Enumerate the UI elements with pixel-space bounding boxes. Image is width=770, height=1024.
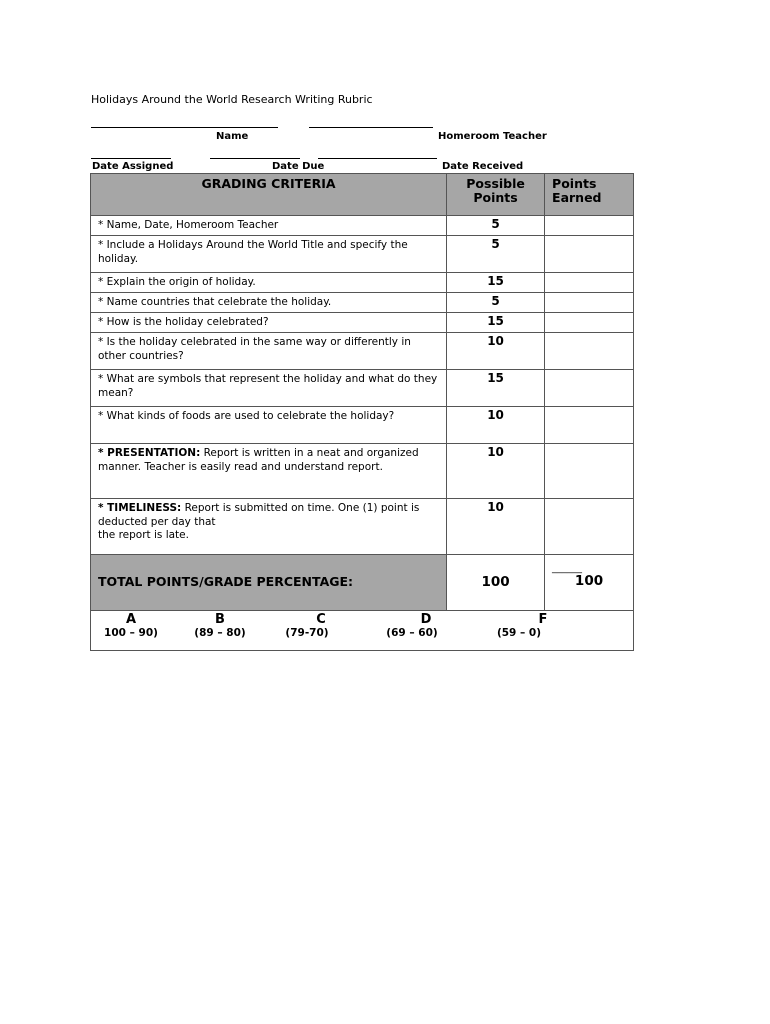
points-earned-cell[interactable]	[545, 216, 634, 236]
document-title: Holidays Around the World Research Writing Rubric	[91, 93, 373, 106]
possible-points-cell: 10	[447, 499, 545, 555]
criteria-text: Report is written in a neat and organized manner. Teacher is easily read and understand report.	[98, 447, 419, 473]
possible-points-cell: 10	[447, 333, 545, 370]
total-label: TOTAL POINTS/GRADE PERCENTAGE:	[98, 574, 354, 590]
table-row	[91, 499, 634, 555]
possible-points-cell: 15	[447, 370, 545, 407]
date-due-label: Date Due	[272, 161, 325, 172]
possible-points-cell: 10	[447, 444, 545, 499]
grade-scale	[91, 611, 633, 650]
grade-letter: F	[538, 612, 548, 627]
points-earned-cell[interactable]	[545, 499, 634, 555]
grade-range: (89 – 80)	[194, 626, 246, 639]
criteria-cell: * Is the holiday celebrated in the same way or differently in other countries?	[91, 333, 447, 370]
points-earned-cell[interactable]	[545, 293, 634, 313]
table-row	[91, 444, 634, 499]
total-earned-cell[interactable]	[545, 555, 634, 611]
table-row	[91, 293, 634, 313]
points-earned-header: Points Earned	[545, 174, 634, 216]
table-row	[91, 273, 634, 293]
criteria-cell: * What are symbols that represent the holiday and what do they mean?	[91, 370, 447, 407]
possible-points-cell: 5	[447, 293, 545, 313]
possible-points-cell: 15	[447, 313, 545, 333]
points-earned-cell[interactable]	[545, 333, 634, 370]
total-earned-denominator: 100	[574, 573, 604, 589]
homeroom-teacher-field-line[interactable]	[309, 127, 433, 128]
table-row	[91, 216, 634, 236]
table-row	[91, 407, 634, 444]
points-earned-cell[interactable]	[545, 236, 634, 273]
table-header-row	[91, 174, 634, 216]
possible-points-header: Possible Points	[447, 174, 545, 216]
total-label-cell	[91, 555, 447, 611]
possible-points-cell: 5	[447, 236, 545, 273]
possible-points-cell: 15	[447, 273, 545, 293]
grade-scale-row	[91, 611, 634, 651]
criteria-cell: * Name countries that celebrate the holiday.	[91, 293, 447, 313]
table-row	[91, 236, 634, 273]
points-earned-cell[interactable]	[545, 444, 634, 499]
name-field-line[interactable]	[91, 127, 278, 128]
grade-f	[489, 613, 549, 640]
table-row	[91, 313, 634, 333]
table-row	[91, 333, 634, 370]
possible-points-cell: 5	[447, 216, 545, 236]
criteria-cell: * What kinds of foods are used to celebrate the holiday?	[91, 407, 447, 444]
grade-a	[101, 613, 161, 640]
criteria-bold-label: * TIMELINESS:	[98, 502, 182, 514]
criteria-text-line2: the report is late.	[98, 529, 189, 541]
points-earned-cell[interactable]	[545, 370, 634, 407]
grade-letter: A	[125, 612, 137, 627]
grade-range: 100 – 90)	[104, 626, 158, 639]
criteria-cell: * Name, Date, Homeroom Teacher	[91, 216, 447, 236]
name-label: Name	[216, 131, 249, 142]
points-earned-cell[interactable]	[545, 273, 634, 293]
table-row	[91, 370, 634, 407]
criteria-cell: * Explain the origin of holiday.	[91, 273, 447, 293]
date-assigned-field-line[interactable]	[91, 158, 171, 159]
total-possible-value: 100	[481, 574, 510, 591]
criteria-cell	[91, 444, 447, 499]
points-earned-cell[interactable]	[545, 407, 634, 444]
grade-d	[381, 613, 443, 640]
grade-c	[277, 613, 337, 640]
criteria-cell: * How is the holiday celebrated?	[91, 313, 447, 333]
total-possible-cell	[447, 555, 545, 611]
date-assigned-label: Date Assigned	[92, 161, 174, 172]
date-received-field-line[interactable]	[318, 158, 437, 159]
criteria-bold-label: * PRESENTATION:	[98, 447, 201, 459]
grading-rubric-table	[90, 173, 634, 651]
grade-letter: B	[215, 612, 225, 627]
grading-criteria-header: GRADING CRITERIA	[91, 174, 447, 216]
points-earned-cell[interactable]	[545, 313, 634, 333]
grade-range: (79-70)	[285, 626, 329, 639]
grade-range: (69 – 60)	[386, 626, 438, 639]
grade-scale-cell	[91, 611, 634, 651]
criteria-cell: * Include a Holidays Around the World Title and specify the holiday.	[91, 236, 447, 273]
date-received-label: Date Received	[442, 161, 524, 172]
criteria-text: Report is submitted on time. One (1) point is deducted per day that	[98, 502, 420, 528]
grade-b	[189, 613, 251, 640]
total-earned-blank[interactable]: ______	[552, 563, 583, 574]
date-due-field-line[interactable]	[210, 158, 300, 159]
possible-points-cell: 10	[447, 407, 545, 444]
grade-letter: D	[420, 612, 432, 627]
criteria-cell	[91, 499, 447, 555]
grade-range: (59 – 0)	[496, 626, 542, 639]
total-row	[91, 555, 634, 611]
homeroom-teacher-label: Homeroom Teacher	[438, 131, 547, 142]
grade-letter: C	[316, 612, 326, 627]
